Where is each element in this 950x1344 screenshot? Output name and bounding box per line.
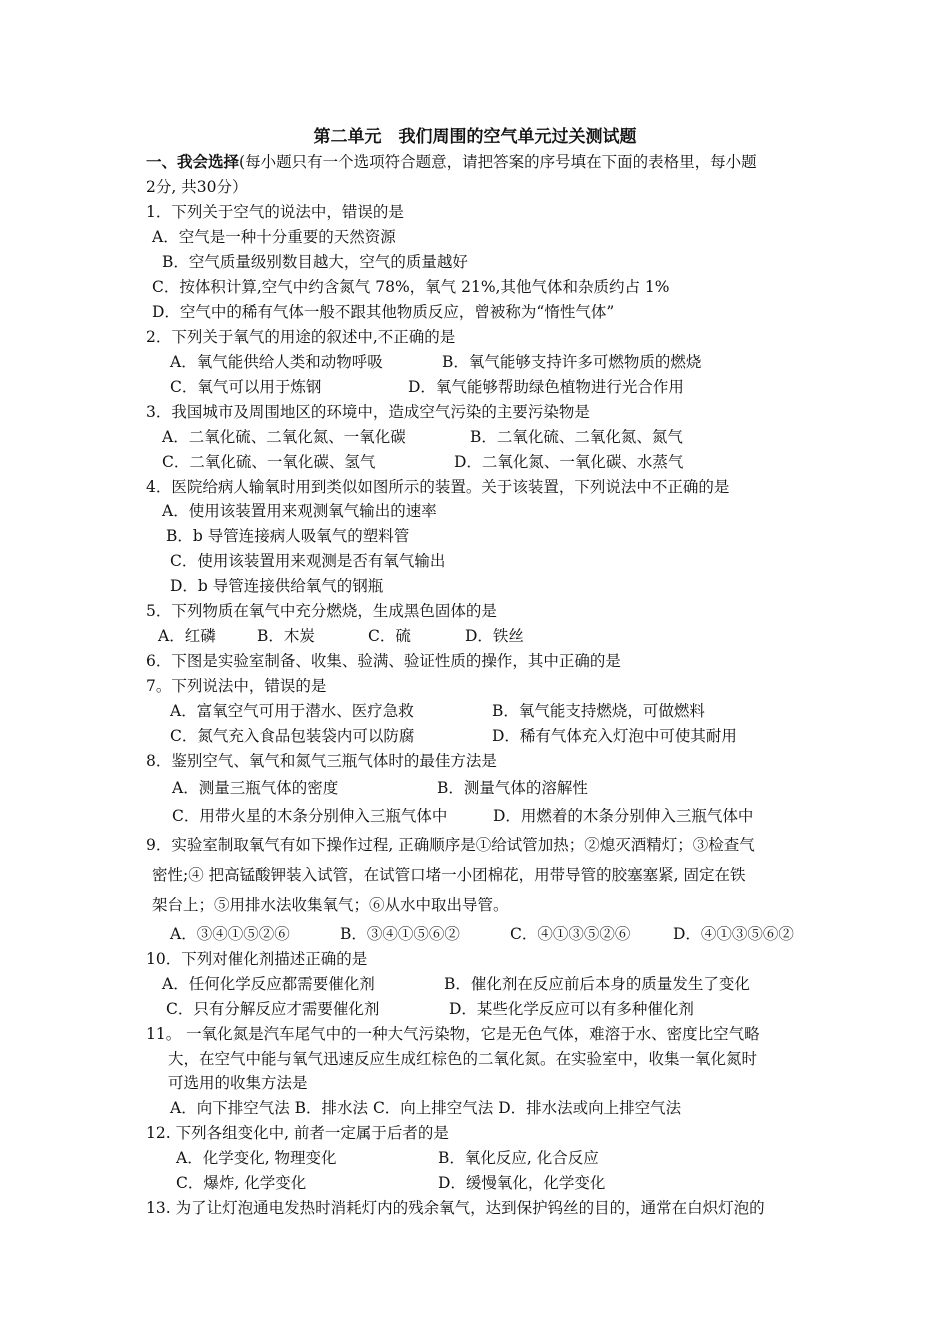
question-9-option-a: A．③④①⑤②⑥ <box>170 925 290 943</box>
question-3-option-d: D．二氧化氮、一氧化碳、水蒸气 <box>454 453 684 471</box>
question-11-stem-line2: 大，在空气中能与氧气迅速反应生成红棕色的二氧化氮。在实验室中，收集一氧化氮时 <box>168 1050 758 1068</box>
question-2-option-c: C．氧气可以用于炼钢 <box>170 378 322 396</box>
question-3-option-a: A．二氧化硫、二氧化氮、一氧化碳 <box>162 428 406 446</box>
question-9-stem-line3: 架台上；⑤用排水法收集氧气；⑥从水中取出导管。 <box>152 896 509 914</box>
question-4-option-a: A．使用该装置用来观测氧气输出的速率 <box>162 502 437 520</box>
question-8-option-d: D．用燃着的木条分别伸入三瓶气体中 <box>493 807 754 825</box>
question-6-stem: 6．下图是实验室制备、收集、验满、验证性质的操作，其中正确的是 <box>146 652 621 670</box>
question-2-option-d: D．氧气能够帮助绿色植物进行光合作用 <box>408 378 684 396</box>
question-9-option-c: C．④①③⑤②⑥ <box>510 925 631 943</box>
question-2-option-a: A．氧气能供给人类和动物呼吸 <box>170 353 383 371</box>
question-8-stem: 8．鉴别空气、氧气和氮气三瓶气体时的最佳方法是 <box>146 752 497 770</box>
question-1-option-a: A．空气是一种十分重要的天然资源 <box>152 228 396 246</box>
question-1-option-c: C．按体积计算,空气中约含氮气 78%，氧气 21%,其他气体和杂质约占 1% <box>152 278 670 296</box>
question-8-option-b: B．测量气体的溶解性 <box>437 779 588 797</box>
question-10-option-d: D．某些化学反应可以有多种催化剂 <box>449 1000 694 1018</box>
question-4-stem: 4．医院给病人输氧时用到类似如图所示的装置。关于该装置，下列说法中不正确的是 <box>146 478 730 496</box>
question-9-option-b: B．③④①⑤⑥② <box>340 925 460 943</box>
question-5-option-a: A．红磷 <box>158 627 216 645</box>
section-heading: 一、我会选择 <box>146 153 240 171</box>
question-5-option-d: D．铁丝 <box>465 627 524 645</box>
question-10-option-b: B．催化剂在反应前后本身的质量发生了变化 <box>444 975 750 993</box>
question-9-stem-line2: 密性;④ 把高锰酸钾装入试管，在试管口堵一小团棉花，用带导管的胶塞塞紧, 固定在铁 <box>152 866 746 884</box>
question-12-option-d: D．缓慢氧化，化学变化 <box>438 1174 606 1192</box>
question-5-stem: 5．下列物质在氧气中充分燃烧，生成黑色固体的是 <box>146 602 497 620</box>
question-7-option-c: C．氮气充入食品包装袋内可以防腐 <box>170 727 415 745</box>
question-8-option-c: C．用带火星的木条分别伸入三瓶气体中 <box>172 807 448 825</box>
question-8-option-a: A．测量三瓶气体的密度 <box>172 779 339 797</box>
question-13-stem: 13. 为了让灯泡通电发热时消耗灯内的残余氧气，达到保护钨丝的目的，通常在白炽灯泡的 <box>146 1199 765 1217</box>
question-10-option-a: A．任何化学反应都需要催化剂 <box>162 975 375 993</box>
question-11-options: A．向下排空气法 B．排水法 C．向上排空气法 D．排水法或向上排空气法 <box>170 1099 682 1117</box>
question-7-option-b: B．氧气能支持燃烧，可做燃料 <box>492 702 705 720</box>
question-4-option-d: D．b 导管连接供给氧气的钢瓶 <box>170 577 384 595</box>
question-5-option-b: B．木炭 <box>257 627 315 645</box>
question-1-option-b: B．空气质量级别数目越大，空气的质量越好 <box>162 253 468 271</box>
question-3-stem: 3．我国城市及周围地区的环境中，造成空气污染的主要污染物是 <box>146 403 590 421</box>
question-2-stem: 2．下列关于氧气的用途的叙述中,不正确的是 <box>146 328 456 346</box>
question-4-option-b: B．b 导管连接病人吸氧气的塑料管 <box>166 527 410 545</box>
question-10-stem: 10．下列对催化剂描述正确的是 <box>146 950 368 968</box>
question-3-option-c: C．二氧化硫、一氧化碳、氢气 <box>162 453 376 471</box>
question-5-option-c: C．硫 <box>368 627 411 645</box>
section-instruction <box>146 152 757 172</box>
question-3-option-b: B．二氧化硫、二氧化氮、氮气 <box>470 428 683 446</box>
question-11-stem-line1: 11。 一氧化氮是汽车尾气中的一种大气污染物，它是无色气体，难溶于水、密度比空气略 <box>146 1025 760 1043</box>
section-instruction-text: (每小题只有一个选项符合题意，请把答案的序号填在下面的表格里，每小题 <box>239 153 757 171</box>
question-7-option-a: A．富氧空气可用于潜水、医疗急救 <box>170 702 414 720</box>
question-9-option-d: D．④①③⑤⑥② <box>673 925 794 943</box>
question-12-stem: 12. 下列各组变化中, 前者一定属于后者的是 <box>146 1124 449 1142</box>
question-12-option-a: A．化学变化, 物理变化 <box>176 1149 337 1167</box>
question-10-option-c: C．只有分解反应才需要催化剂 <box>166 1000 380 1018</box>
question-1-stem: 1．下列关于空气的说法中，错误的是 <box>146 203 404 221</box>
question-9-stem-line1: 9．实验室制取氧气有如下操作过程, 正确顺序是①给试管加热；②熄灭酒精灯；③检查气 <box>146 836 755 854</box>
question-4-option-c: C．使用该装置用来观测是否有氧气输出 <box>170 552 446 570</box>
question-12-option-c: C．爆炸, 化学变化 <box>176 1174 307 1192</box>
question-11-stem-line3: 可选用的收集方法是 <box>168 1074 308 1092</box>
question-12-option-b: B．氧化反应, 化合反应 <box>438 1149 599 1167</box>
page-title: 第二单元 我们周围的空气单元过关测试题 <box>313 127 637 147</box>
question-2-option-b: B．氧气能够支持许多可燃物质的燃烧 <box>442 353 702 371</box>
section-instruction-cont: 2分, 共30分） <box>146 178 248 196</box>
question-1-option-d: D．空气中的稀有气体一般不跟其他物质反应，曾被称为“惰性气体” <box>152 303 615 321</box>
question-7-stem: 7。下列说法中，错误的是 <box>146 677 327 695</box>
question-7-option-d: D．稀有气体充入灯泡中可使其耐用 <box>492 727 737 745</box>
